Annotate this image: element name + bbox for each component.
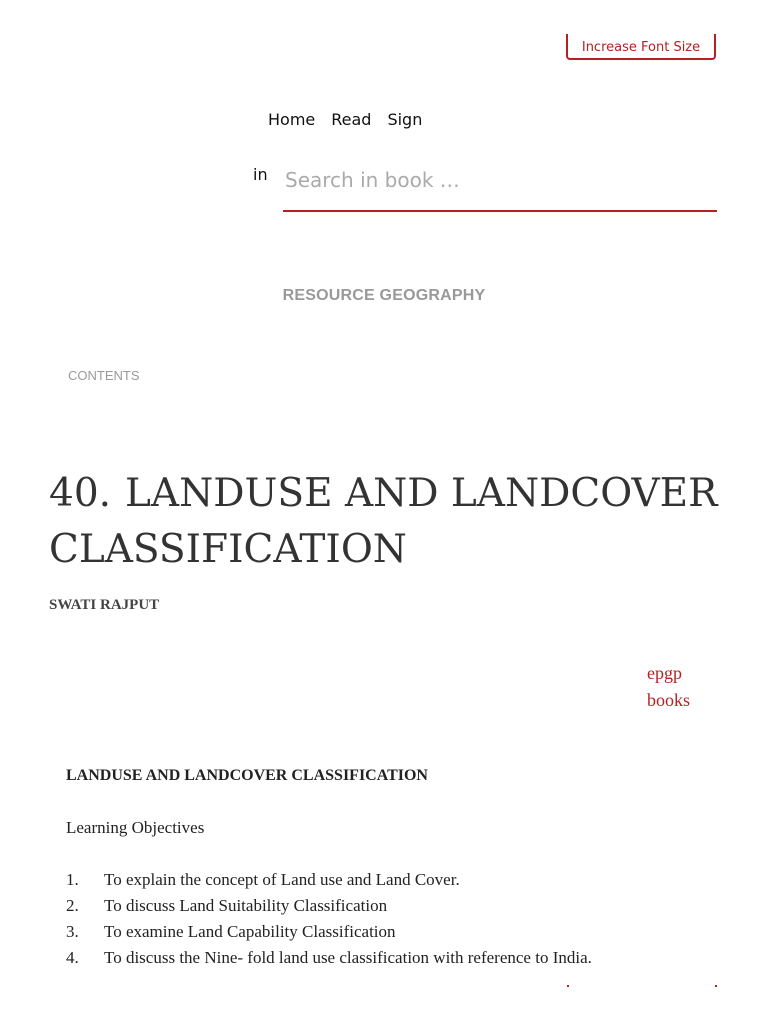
content-heading: LANDUSE AND LANDCOVER CLASSIFICATION [66, 767, 428, 784]
list-item [66, 946, 592, 972]
nav-home-link[interactable]: Home [268, 110, 316, 129]
list-item-number: 3. [66, 922, 79, 941]
logo-alt-line1: epgp [647, 663, 682, 683]
chapter-title [49, 466, 729, 578]
epgp-logo-image [647, 660, 727, 714]
list-item-text: To examine Land Capability Classification [104, 922, 396, 941]
nav-read-link[interactable]: Read [331, 110, 372, 129]
nav-sign-in-link[interactable]: in [253, 165, 268, 184]
list-item-text: To discuss the Nine- fold land use classification with reference to India. [104, 948, 592, 967]
list-item [66, 920, 592, 946]
chapter-title-text: LANDUSE AND LANDCOVER CLASSIFICATION [49, 471, 718, 572]
decorative-dot [715, 985, 717, 987]
chapter-author: SWATI RAJPUT [49, 597, 160, 613]
nav-sign-link[interactable]: Sign [387, 110, 423, 129]
objectives-list [66, 868, 592, 972]
contents-toggle[interactable]: CONTENTS [68, 368, 140, 383]
list-item-number: 1. [66, 870, 79, 889]
chapter-number: 40. [49, 471, 112, 516]
learning-objectives-heading: Learning Objectives [66, 818, 205, 837]
primary-nav [268, 110, 422, 129]
list-item [66, 894, 592, 920]
list-item [66, 868, 592, 894]
search-input[interactable] [283, 150, 717, 212]
increase-font-size-button[interactable]: Increase Font Size [566, 34, 716, 60]
book-title[interactable]: RESOURCE GEOGRAPHY [282, 287, 486, 304]
list-item-text: To explain the concept of Land use and Land Cover. [104, 870, 460, 889]
decorative-dot [567, 985, 569, 987]
list-item-number: 4. [66, 948, 79, 967]
list-item-text: To discuss Land Suitability Classification [104, 896, 388, 915]
logo-alt-line2: books [647, 690, 691, 710]
list-item-number: 2. [66, 896, 79, 915]
